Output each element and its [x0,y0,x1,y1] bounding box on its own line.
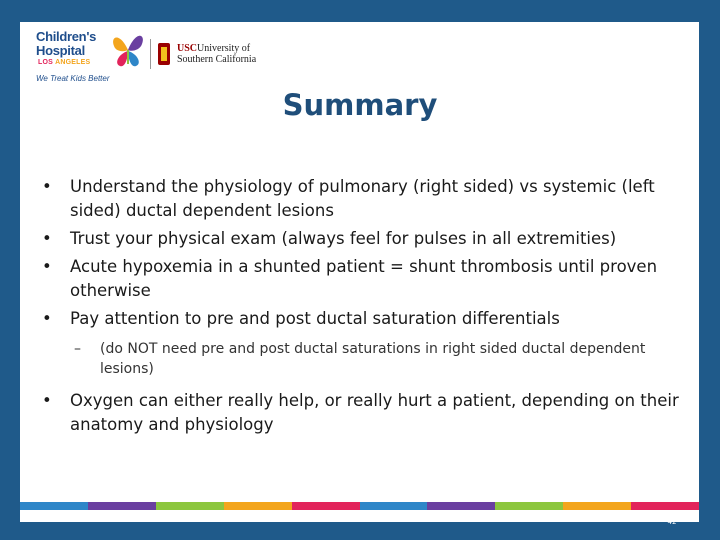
usc-logo-abbr: USC [177,43,198,54]
bullet-text: Understand the physiology of pulmonary (right sided) vs systemic (left sided) ductal dependent lesions [70,177,655,220]
usc-seal-icon [157,42,171,66]
stripe-segment [495,502,563,510]
chla-logo-city [38,59,90,66]
usc-logo-line1: University of [197,43,251,54]
bullet-item [40,175,680,223]
bullet-dot-icon: • [42,229,52,248]
bullet-dot-icon: • [42,177,52,196]
chla-logo-city-right: ANGELES [55,59,91,66]
stripe-segment [563,502,631,510]
stripe-segment [20,502,88,510]
bullet-item [40,389,680,437]
bullet-dot-icon: • [42,309,52,328]
sub-bullet-text: (do NOT need pre and post ductal saturations in right sided ductal dependent lesions) [100,341,646,377]
chla-logo-city-left: LOS [38,59,53,66]
bullet-text: Acute hypoxemia in a shunted patient = shunt thrombosis until proven otherwise [70,257,658,300]
stripe-segment [631,502,699,510]
bullet-item [40,227,680,251]
sub-bullet-dash-icon: – [74,341,81,357]
chla-logo-line2: Hospital [36,43,85,58]
page-number: 42 [667,518,677,526]
color-stripe [20,502,699,510]
bullet-text: Trust your physical exam (always feel for pulses in all extremities) [70,229,617,248]
bullet-item [40,307,680,331]
bullet-text: Pay attention to pre and post ductal saturation differentials [70,309,560,328]
stripe-segment [224,502,292,510]
chla-logo [36,30,146,88]
bullet-list [40,175,680,441]
usc-logo-line2: Southern California [177,54,257,65]
bullet-dot-icon: • [42,391,52,410]
bullet-text: Oxygen can either really help, or really hurt a patient, depending on their anatomy and physiology [70,391,679,434]
logo-divider [150,39,151,69]
usc-logo [150,38,256,70]
stripe-segment [156,502,224,510]
stripe-segment [360,502,428,510]
stripe-segment [427,502,495,510]
chla-logo-tagline: We Treat Kids Better [36,74,110,83]
bullet-dot-icon: • [42,257,52,276]
slide-title: Summary [282,88,438,122]
stripe-segment [88,502,156,510]
bullet-item [40,255,680,303]
stripe-segment [292,502,360,510]
butterfly-icon [110,30,146,72]
sub-bullet-item [40,339,680,379]
chla-logo-line1: Children's [36,29,97,44]
